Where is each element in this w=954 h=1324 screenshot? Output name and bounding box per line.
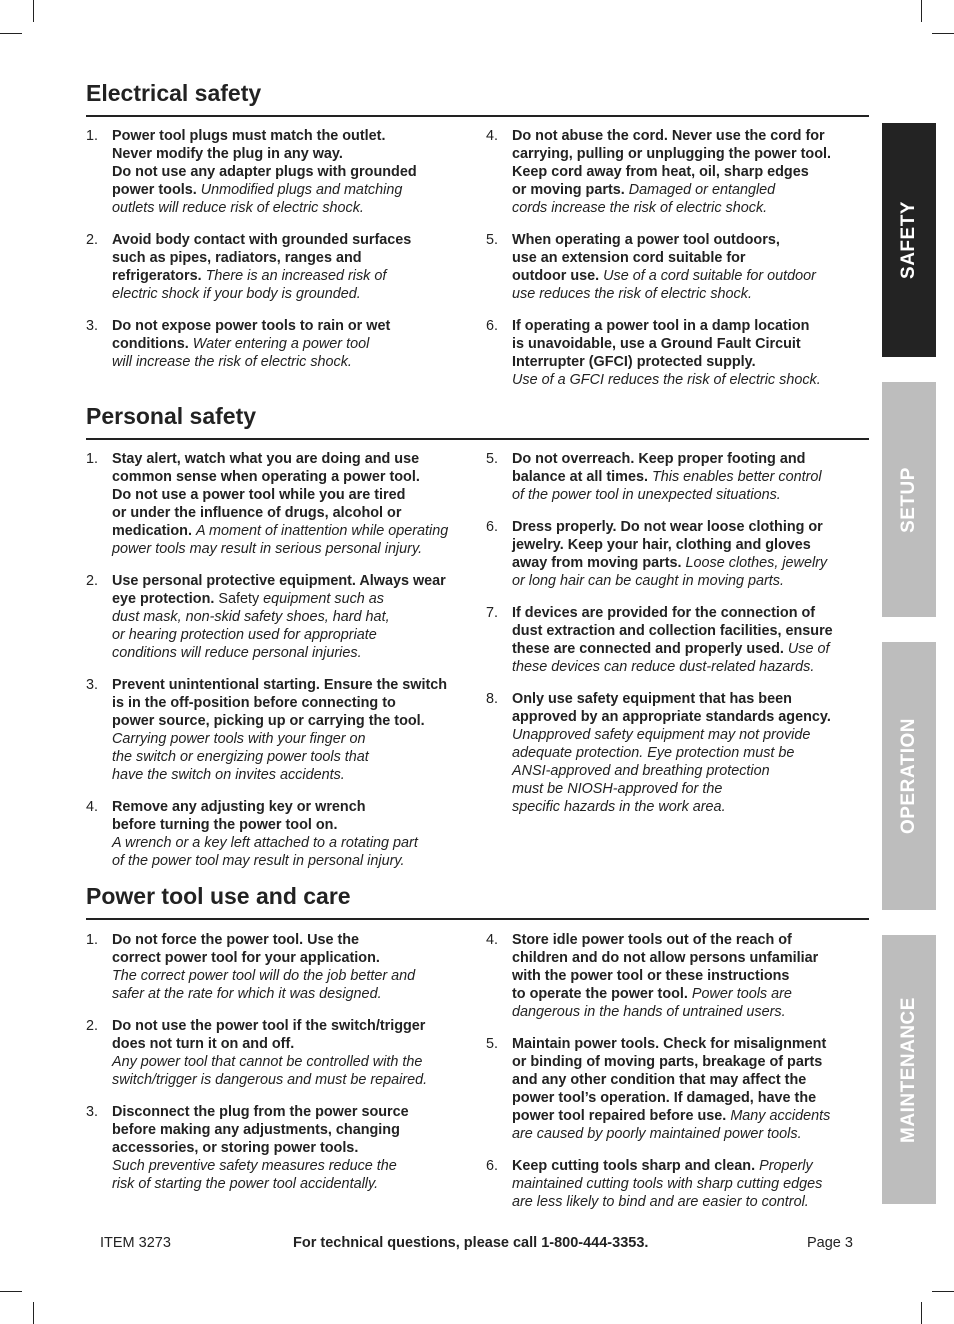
tab-safety-label: SAFETY	[898, 201, 920, 279]
list-item	[86, 1103, 476, 1193]
section-title-electrical: Electrical safety	[86, 80, 262, 106]
section-divider	[86, 115, 869, 117]
tab-setup[interactable]	[882, 382, 936, 617]
item-italic-text: Water entering a power tool will increase the risk of electric shock.	[112, 336, 370, 370]
item-bold-text: Do not overreach. Keep proper footing and balance at all times.	[512, 451, 806, 485]
list-item	[486, 1157, 861, 1211]
item-bold-text: If operating a power tool in a damp location is unavoidable, use a Ground Fault Circuit Interrupter (GFCI) protected supply.	[512, 318, 810, 370]
list-item	[86, 931, 476, 1003]
footer-page-number: Page 3	[807, 1235, 853, 1251]
item-bold-text: Disconnect the plug from the power source before making any adjustments, changing accessories, or storing power tools.	[112, 1104, 409, 1156]
item-bold-text: Power tool plugs must match the outlet. Never modify the plug in any way. Do not use any adapter plugs with grounded power tools.	[112, 128, 417, 198]
item-bold-text: Use personal protective equipment. Always wear eye protection.	[112, 573, 446, 607]
item-italic-text: Damaged or entangled cords increase the risk of electric shock.	[512, 182, 776, 216]
item-number: 6.	[486, 318, 499, 334]
item-text	[512, 518, 861, 590]
item-italic-text: The correct power tool will do the job better and safer at the rate for which it was designed.	[112, 968, 416, 1002]
personal-right-list	[486, 450, 861, 830]
item-italic-text: Many accidents are caused by poorly maintained power tools.	[512, 1108, 831, 1142]
list-item	[486, 450, 861, 504]
item-text	[112, 450, 476, 558]
item-text	[112, 317, 476, 371]
list-item	[486, 690, 861, 816]
list-item	[86, 317, 476, 371]
item-text	[112, 798, 476, 870]
list-item	[486, 518, 861, 590]
tab-operation-label: OPERATION	[898, 717, 920, 835]
item-bold-text: Store idle power tools out of the reach of children and do not allow persons unfamiliar with the power tool or these instructions to operate the power tool.	[512, 932, 819, 1002]
item-italic-text: Loose clothes, jewelry or long hair can be caught in moving parts.	[512, 555, 828, 589]
care-right-list	[486, 931, 861, 1225]
item-italic-text: There is an increased risk of electric shock if your body is grounded.	[112, 268, 387, 302]
item-bold-text: Only use safety equipment that has been approved by an appropriate standards agency.	[512, 691, 831, 725]
tab-operation[interactable]	[882, 642, 936, 910]
item-bold-text: Avoid body contact with grounded surfaces such as pipes, radiators, ranges and refrigerators.	[112, 232, 412, 284]
list-item	[86, 676, 476, 784]
item-italic-text: Use of a GFCI reduces the risk of electric shock.	[512, 372, 821, 388]
list-item	[486, 931, 861, 1021]
item-bold-text: Stay alert, watch what you are doing and use common sense when operating a power tool. Do not use a power tool while you are tired or under the influence of drugs, alcohol or medication.	[112, 451, 420, 539]
item-italic-text: This enables better control of the power tool in unexpected situations.	[512, 469, 822, 503]
item-number: 3.	[86, 318, 99, 334]
crop-mark	[921, 0, 922, 22]
item-text	[512, 931, 861, 1021]
list-item	[86, 1017, 476, 1089]
item-bold-text: Keep cutting tools sharp and clean.	[512, 1158, 756, 1174]
tab-maintenance[interactable]	[882, 935, 936, 1204]
electrical-right-list	[486, 127, 861, 403]
footer-item-number: ITEM 3273	[100, 1235, 171, 1251]
item-text	[512, 604, 861, 676]
item-bold-text: Remove any adjusting key or wrench before turning the power tool on.	[112, 799, 366, 833]
item-text	[112, 127, 476, 217]
item-text	[112, 572, 476, 662]
item-number: 1.	[86, 451, 99, 467]
tab-safety[interactable]	[882, 123, 936, 357]
item-number: 8.	[486, 691, 499, 707]
item-italic-text: Such preventive safety measures reduce the risk of starting the power tool accidentally.	[112, 1158, 397, 1192]
item-text	[512, 450, 861, 504]
item-text	[512, 317, 861, 389]
tab-maintenance-label: MAINTENANCE	[898, 996, 920, 1143]
item-italic-text: Unapproved safety equipment may not provide adequate protection. Eye protection must be ANSI-approved and breathing protection must be NIOSH-approved for the specific hazards in the work area.	[512, 727, 811, 815]
item-text	[512, 127, 861, 217]
item-bold-text: Do not abuse the cord. Never use the cord for carrying, pulling or unplugging the power tool. Keep cord away from heat, oil, sharp edges or moving parts.	[512, 128, 831, 198]
item-text	[512, 690, 861, 816]
item-number: 2.	[86, 573, 99, 589]
item-number: 5.	[486, 232, 499, 248]
crop-mark	[921, 1302, 922, 1324]
item-italic-text: Any power tool that cannot be controlled with the switch/trigger is dangerous and must be repaired.	[112, 1054, 428, 1088]
item-text	[112, 931, 476, 1003]
item-number: 2.	[86, 1018, 99, 1034]
crop-mark	[0, 33, 22, 34]
item-number: 3.	[86, 1104, 99, 1120]
section-divider	[86, 918, 869, 920]
item-text	[112, 1103, 476, 1193]
list-item	[86, 127, 476, 217]
item-bold-text: If devices are provided for the connection of dust extraction and collection facilities, ensure these are connected and properly used.	[512, 605, 833, 657]
item-text	[112, 676, 476, 784]
item-text	[512, 1035, 861, 1143]
crop-mark	[932, 33, 954, 34]
item-italic-text: Power tools are dangerous in the hands of untrained users.	[512, 986, 792, 1020]
item-number: 4.	[486, 932, 499, 948]
item-number: 4.	[86, 799, 99, 815]
item-bold-text: When operating a power tool outdoors, use an extension cord suitable for outdoor use.	[512, 232, 780, 284]
list-item	[86, 231, 476, 303]
crop-mark	[33, 1302, 34, 1324]
item-bold-text: Do not force the power tool. Use the correct power tool for your application.	[112, 932, 380, 966]
section-divider	[86, 438, 869, 440]
list-item	[486, 317, 861, 389]
tab-setup-label: SETUP	[898, 466, 920, 533]
section-title-care: Power tool use and care	[86, 883, 351, 909]
item-bold-text: Prevent unintentional starting. Ensure the switch is in the off-position before connecting to power source, picking up or carrying the tool.	[112, 677, 448, 729]
item-bold-text: Dress properly. Do not wear loose clothing or jewelry. Keep your hair, clothing and gloves away from moving parts.	[512, 519, 823, 571]
item-italic-text: Unmodified plugs and matching outlets will reduce risk of electric shock.	[112, 182, 403, 216]
item-italic-text: A wrench or a key left attached to a rotating part of the power tool may result in personal injury.	[112, 835, 418, 869]
item-bold-text: Do not expose power tools to rain or wet conditions.	[112, 318, 391, 352]
item-number: 7.	[486, 605, 499, 621]
item-text	[112, 231, 476, 303]
item-number: 1.	[86, 128, 99, 144]
item-number: 1.	[86, 932, 99, 948]
item-number: 6.	[486, 519, 499, 535]
item-bold-text: Maintain power tools. Check for misalignment or binding of moving parts, breakage of parts and any other condition that may affect the power tool’s operation. If damaged, have the power tool repaired before use.	[512, 1036, 827, 1124]
item-number: 5.	[486, 1036, 499, 1052]
crop-mark	[33, 0, 34, 22]
item-italic-text: equipment such as dust mask, non-skid safety shoes, hard hat, or hearing protection used for appropriate conditions will reduce personal injuries.	[112, 591, 390, 661]
item-italic-text: Use of a cord suitable for outdoor use reduces the risk of electric shock.	[512, 268, 816, 302]
item-number: 6.	[486, 1158, 499, 1174]
item-text	[512, 1157, 861, 1211]
crop-mark	[932, 1291, 954, 1292]
list-item	[486, 231, 861, 303]
list-item	[486, 604, 861, 676]
item-number: 4.	[486, 128, 499, 144]
item-text	[112, 1017, 476, 1089]
section-title-personal: Personal safety	[86, 403, 257, 429]
list-item	[86, 450, 476, 558]
item-number: 3.	[86, 677, 99, 693]
personal-left-list	[86, 450, 476, 884]
item-number: 2.	[86, 232, 99, 248]
item-number: 5.	[486, 451, 499, 467]
item-bold-text: Do not use the power tool if the switch/trigger does not turn it on and off.	[112, 1018, 426, 1052]
list-item	[486, 1035, 861, 1143]
item-plain-text: Safety	[218, 591, 260, 607]
crop-mark	[0, 1291, 22, 1292]
item-italic-text: A moment of inattention while operating power tools may result in serious personal injury.	[112, 523, 449, 557]
item-italic-text: Properly maintained cutting tools with sharp cutting edges are less likely to bind and are easier to control.	[512, 1158, 823, 1210]
footer-help-line: For technical questions, please call 1-800-444-3353.	[293, 1235, 649, 1251]
care-left-list	[86, 931, 476, 1207]
electrical-left-list	[86, 127, 476, 385]
item-italic-text: Carrying power tools with your finger on the switch or energizing power tools that have the switch on invites accidents.	[112, 731, 369, 783]
list-item	[86, 798, 476, 870]
list-item	[86, 572, 476, 662]
item-italic-text: Use of these devices can reduce dust-related hazards.	[512, 641, 830, 675]
list-item	[486, 127, 861, 217]
item-text	[512, 231, 861, 303]
